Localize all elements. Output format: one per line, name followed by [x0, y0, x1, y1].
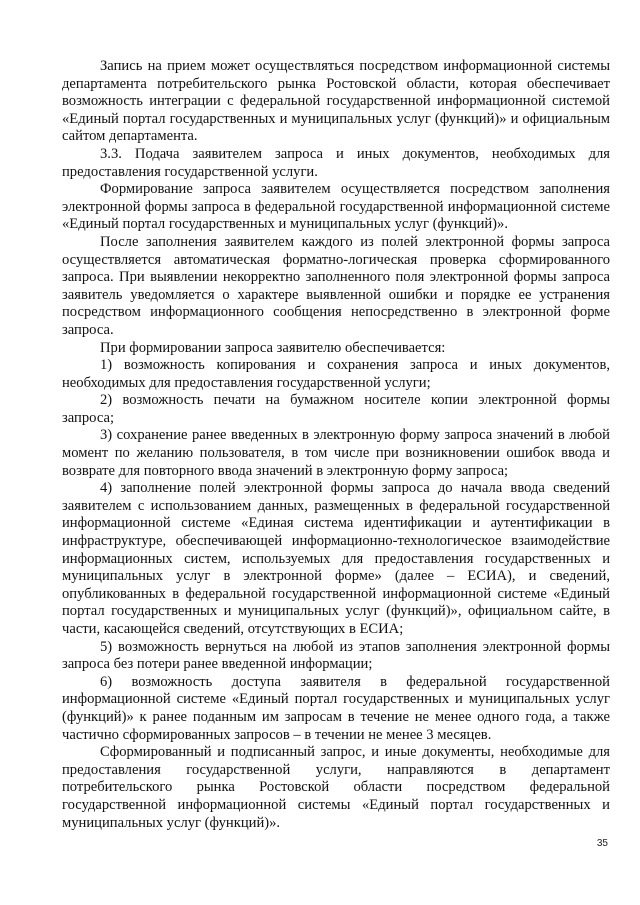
list-item-5-return: 5) возможность вернуться на любой из этапов заполнения электронной формы запроса без потери ранее введенной информации; — [62, 638, 610, 673]
paragraph-appointment-booking: Запись на прием может осуществляться посредством информационной системы департамента потребительского рынка Ростовской области, которая обеспечивает возможность интеграции с федеральной государственной информационной системой «Единый портал государственных и муниципальных услуг (функций)» и официальным сайтом департамента. — [62, 58, 610, 145]
page-number: 35 — [596, 838, 608, 849]
paragraph-provisions-intro: При формировании запроса заявителю обеспечивается: — [100, 339, 446, 356]
paragraph-submission: Сформированный и подписанный запрос, и иные документы, необходимые для предоставления государственной услуги, направляются в департамент потребительского рынка Ростовской области посредством федеральной государственной информационной системы «Единый портал государственных и муниципальных услуг (функций)». — [62, 744, 610, 831]
list-item-4-autofill: 4) заполнение полей электронной формы запроса до начала ввода сведений заявителем с использованием данных, размещенных в федеральной государственной информационной системе «Единая система идентификации и аутентификации в инфраструктуре, обеспечивающей информационно-технологическое взаимодействие информационных систем, используемых для предоставления государственных и муниципальных услуг в электронной форме» (далее – ЕСИА), и сведений, опубликованных в федеральной государственной информационной системе «Единый портал государственных и муниципальных услуг (функций)», официальном сайте, в части, касающейся сведений, отсутствующих в ЕСИА; — [62, 480, 610, 637]
document-body — [62, 58, 610, 832]
list-item-2-printing: 2) возможность печати на бумажном носителе копии электронной формы запроса; — [62, 392, 610, 426]
section-heading-3-3: 3.3. Подача заявителем запроса и иных документов, необходимых для предоставления государственной услуги. — [62, 145, 610, 180]
list-item-1-copying: 1) возможность копирования и сохранения запроса и иных документов, необходимых для предоставления государственной услуги; — [62, 357, 610, 391]
paragraph-request-forming: Формирование запроса заявителем осуществляется посредством заполнения электронной формы запроса в федеральной государственной информационной системе «Единый портал государственных и муниципальных услуг (функций)». — [62, 181, 610, 233]
list-item-3-saving: 3) сохранение ранее введенных в электронную форму запроса значений в любой момент по желанию пользователя, в том числе при возникновении ошибок ввода и возврате для повторного ввода значений в электронную форму запроса; — [62, 427, 610, 479]
list-item-6-access: 6) возможность доступа заявителя в федеральной государственной информационной системе «Единый портал государственных и муниципальных услуг (функций)» к ранее поданным им запросам в течение не менее одного года, а также частично сформированных запросов – в течении не менее 3 месяцев. — [62, 673, 610, 743]
paragraph-format-check: После заполнения заявителем каждого из полей электронной формы запроса осуществляется автоматическая форматно-логическая проверка сформированного запроса. При выявлении некорректно заполненного поля электронной формы запроса заявитель уведомляется о характере выявленной ошибки и порядке ее устранения посредством информационного сообщения непосредственно в электронной форме запроса. — [62, 233, 610, 338]
